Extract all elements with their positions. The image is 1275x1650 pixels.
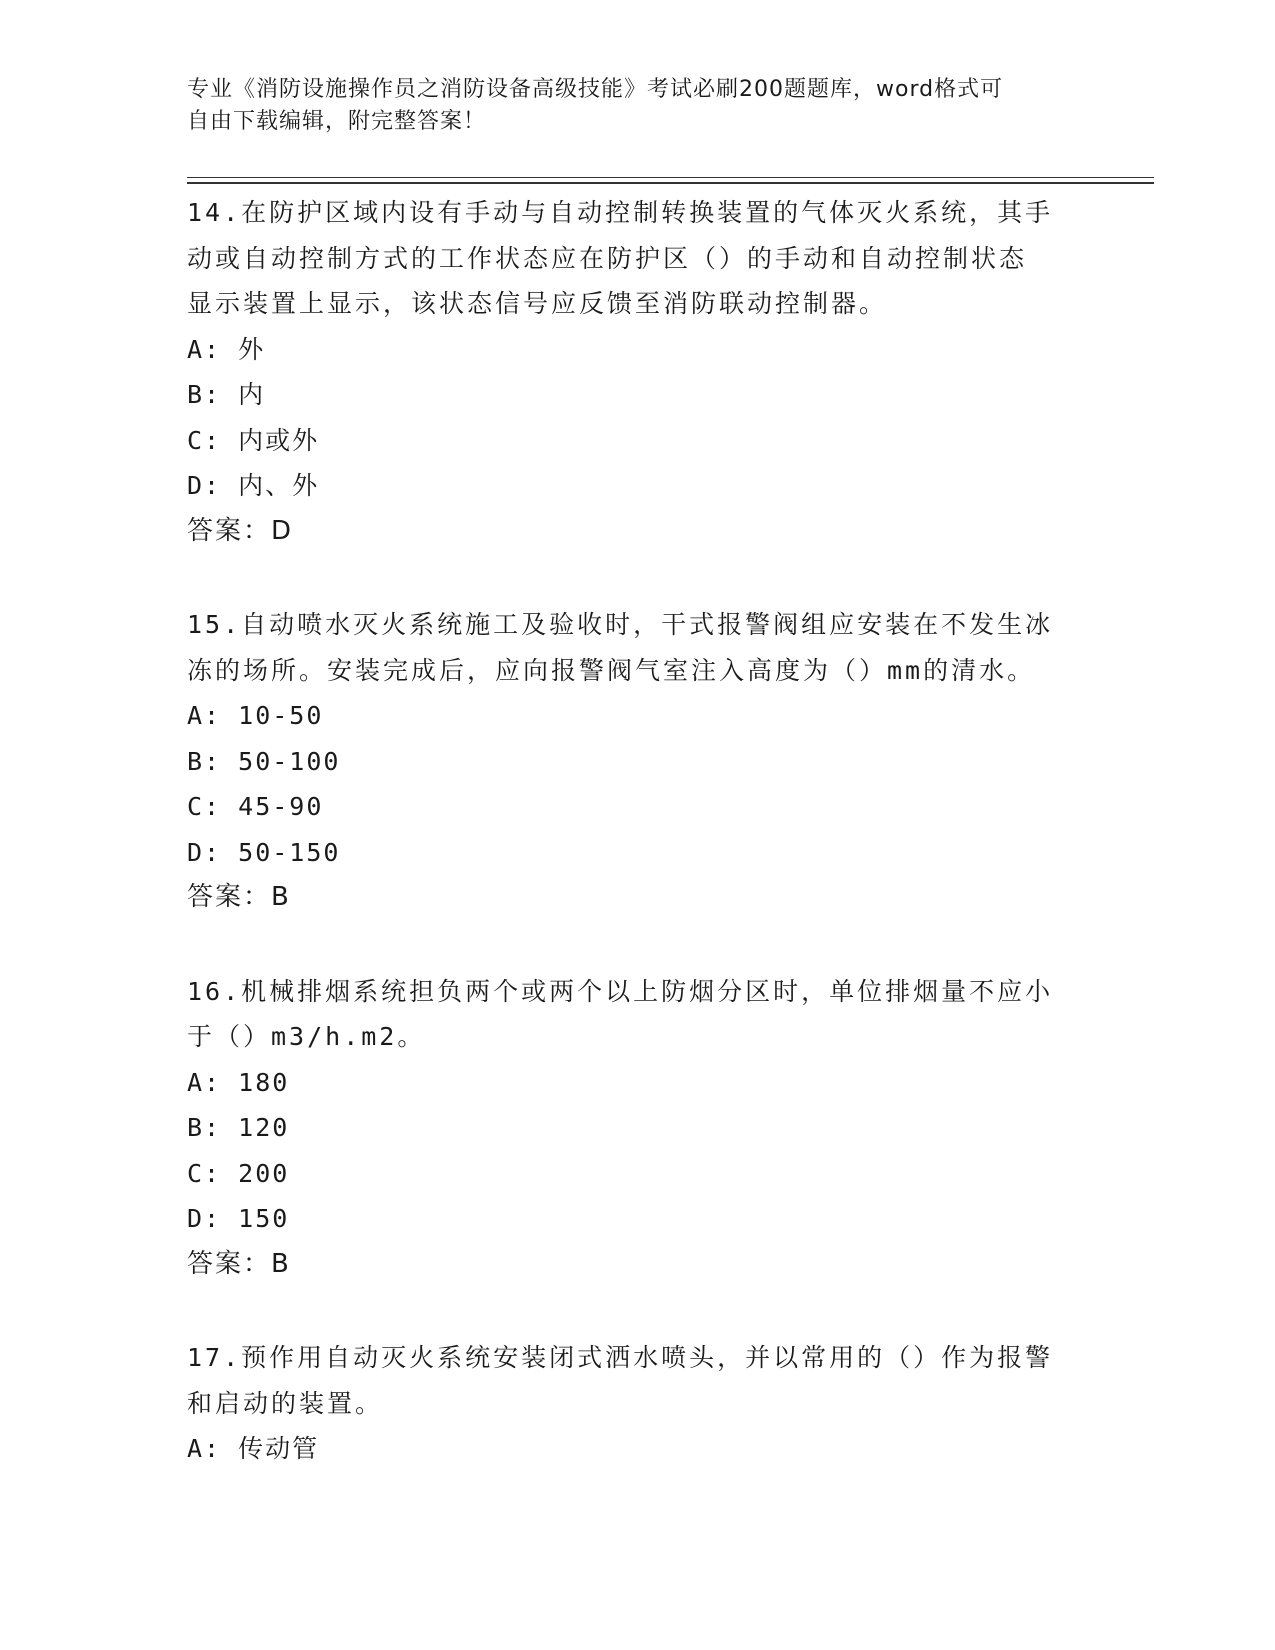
question-17	[187, 1335, 1077, 1472]
question-text-line: 17.预作用自动灭火系统安装闭式洒水喷头，并以常用的（）作为报警	[187, 1343, 1054, 1372]
option-c: C: 45-90	[187, 792, 324, 821]
question-list	[187, 190, 1077, 1472]
option-c: C: 200	[187, 1158, 290, 1188]
option-d: D: 内、外	[187, 471, 320, 500]
header-line-2: 自由下载编辑，附完整答案！	[187, 109, 487, 134]
question-text-line: 14.在防护区域内设有手动与自动控制转换装置的气体灭火系统，其手	[187, 198, 1054, 227]
option-b: B: 50-100	[187, 746, 341, 776]
option-c: C: 内或外	[187, 425, 320, 455]
answer-line: 答案：D	[187, 515, 294, 546]
document-header	[187, 74, 1067, 138]
question-15	[187, 602, 1077, 921]
question-16	[187, 969, 1077, 1288]
question-text-line: 显示装置上显示，该状态信号应反馈至消防联动控制器。	[187, 289, 888, 318]
question-text-line: 和启动的装置。	[187, 1388, 384, 1418]
option-a: A: 传动管	[187, 1434, 320, 1463]
option-b: B: 120	[187, 1113, 290, 1142]
question-text-line: 16.机械排烟系统担负两个或两个以上防烟分区时，单位排烟量不应小	[187, 976, 1054, 1006]
header-line-1: 专业《消防设施操作员之消防设备高级技能》考试必刷200题题库，word格式可	[187, 77, 1004, 102]
option-d: D: 150	[187, 1204, 290, 1233]
option-d: D: 50-150	[187, 837, 341, 867]
answer-line: 答案：B	[187, 1248, 291, 1279]
question-text-line: 动或自动控制方式的工作状态应在防护区（）的手动和自动控制状态	[187, 243, 1028, 273]
question-text-line: 冻的场所。安装完成后，应向报警阀气室注入高度为（）mm的清水。	[187, 655, 1036, 685]
question-text-line: 于（）m3/h.m2。	[187, 1022, 426, 1051]
question-text-line: 15.自动喷水灭火系统施工及验收时，干式报警阀组应安装在不发生冰	[187, 610, 1054, 639]
option-a: A: 外	[187, 334, 266, 364]
option-a: A: 10-50	[187, 701, 324, 730]
answer-line: 答案：B	[187, 882, 291, 912]
header-divider-thin	[187, 177, 1154, 178]
option-b: B: 内	[187, 380, 266, 409]
header-divider-thick	[187, 182, 1154, 184]
question-14	[187, 190, 1077, 554]
option-a: A: 180	[187, 1067, 290, 1097]
